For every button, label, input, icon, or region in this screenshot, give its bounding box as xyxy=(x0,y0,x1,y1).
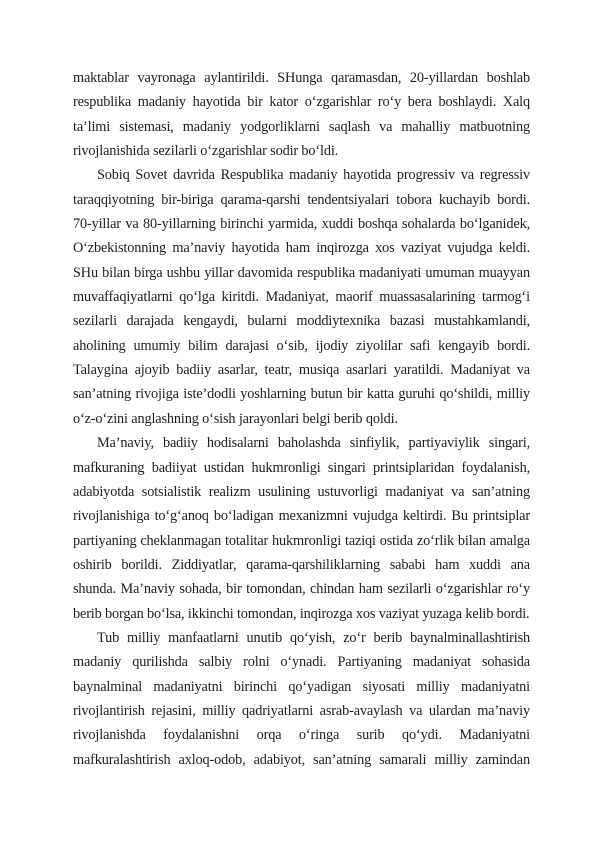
text-line: SHu bilan birga ushbu yillar davomida respublika madaniyati umuman muayyan xyxy=(73,264,530,281)
text-line: aholining umumiy bilim darajasi o‘sib, ijodiy ziyolilar safi kengayib bordi. xyxy=(73,337,530,354)
text-line: baynalminal madaniyatni birinchi qo‘yadigan siyosati milliy madaniyatni xyxy=(73,678,530,695)
text-line: Talaygina ajoyib badiiy asarlar, teatr, musiqa asarlari yaratildi. Madaniyat va xyxy=(73,362,530,379)
text-line: ta’limi sistemasi, madaniy yodgorliklarni saqlash va mahalliy matbuotning xyxy=(73,118,530,135)
text-line: taraqqiyotning bir-biriga qarama-qarshi tendentsiyalari tobora kuchayib bordi. xyxy=(73,191,530,208)
text-line: respublika madaniy hayotida bir kator o‘zgarishlar ro‘y bera boshlaydi. Xalq xyxy=(73,94,530,111)
text-line: o‘z-o‘zini anglashning o‘sish jarayonlari belgi berib qoldi. xyxy=(73,410,398,427)
text-line: rivojlanishida sezilarli o‘zgarishlar sodir bo‘ldi. xyxy=(73,143,339,160)
text-line: O‘zbekistonning ma’naviy hayotida ham inqirozga xos vaziyat vujudga keldi. xyxy=(73,240,530,257)
text-line: berib borgan bo‘lsa, ikkinchi tomondan, inqirozga xos vaziyat yuzaga kelib bordi. xyxy=(73,605,530,622)
text-line: shunda. Ma’naviy sohada, bir tomondan, chindan ham sezilarli o‘zgarishlar ro‘y xyxy=(73,581,530,598)
paragraph xyxy=(73,163,530,431)
paragraph xyxy=(73,66,530,163)
text-line: san’atning rivojiga iste’dodli yoshlarning butun bir katta guruhi qo‘shildi, milliy xyxy=(73,386,530,403)
text-line: rivojlantirish rejasini, milliy qadriyatlarni asrab-avaylash va ulardan ma’naviy xyxy=(73,702,530,719)
text-line: adabiyotda sotsialistik realizm usulining ustuvorligi madaniyat va san’atning xyxy=(73,483,530,500)
paragraph xyxy=(73,431,530,626)
text-line: mafkuraning badiiyat ustidan hukmronligi singari printsiplaridan foydalanish, xyxy=(73,459,530,476)
text-line: oshirib borildi. Ziddiyatlar, qarama-qarshiliklarning sababi ham xuddi ana xyxy=(73,556,530,573)
body-text xyxy=(73,66,530,772)
text-line: Ma’naviy, badiiy hodisalarni baholashda sinfiylik, partiyaviylik singari, xyxy=(97,435,530,452)
paragraph xyxy=(73,626,530,772)
text-line: sezilarli darajada kengaydi, bularni moddiytexnika bazasi mustahkamlandi, xyxy=(73,313,530,330)
text-line: mafkuralashtirish axloq-odob, adabiyot, san’atning samarali milliy zamindan xyxy=(73,751,530,768)
text-line: partiyaning cheklanmagan totalitar hukmronligi taziqi ostida zo‘rlik bilan amalga xyxy=(73,532,530,549)
text-line: rivojlanishda foydalanishni orqa o‘ringa surib qo‘ydi. Madaniyatni xyxy=(73,727,530,744)
text-line: madaniy qurilishda salbiy rolni o‘ynadi. Partiyaning madaniyat sohasida xyxy=(73,654,530,671)
text-line: rivojlanishiga to‘g‘anoq bo‘ladigan mexanizmni vujudga keltirdi. Bu printsiplar xyxy=(73,508,530,525)
text-line: muvaffaqiyatlarni qo‘lga kiritdi. Madaniyat, maorif muassasalarining tarmog‘i xyxy=(73,289,530,306)
text-line: Sobiq Sovet davrida Respublika madaniy hayotida progressiv va regressiv xyxy=(97,167,530,184)
text-line: Tub milliy manfaatlarni unutib qo‘yish, zo‘r berib baynalminallashtirish xyxy=(97,629,530,646)
text-line: maktablar vayronaga aylantirildi. SHunga qaramasdan, 20-yillardan boshlab xyxy=(73,70,530,86)
text-line: 70-yillar va 80-yillarning birinchi yarmida, xuddi boshqa sohalarda bo‘lganidek, xyxy=(73,216,530,233)
